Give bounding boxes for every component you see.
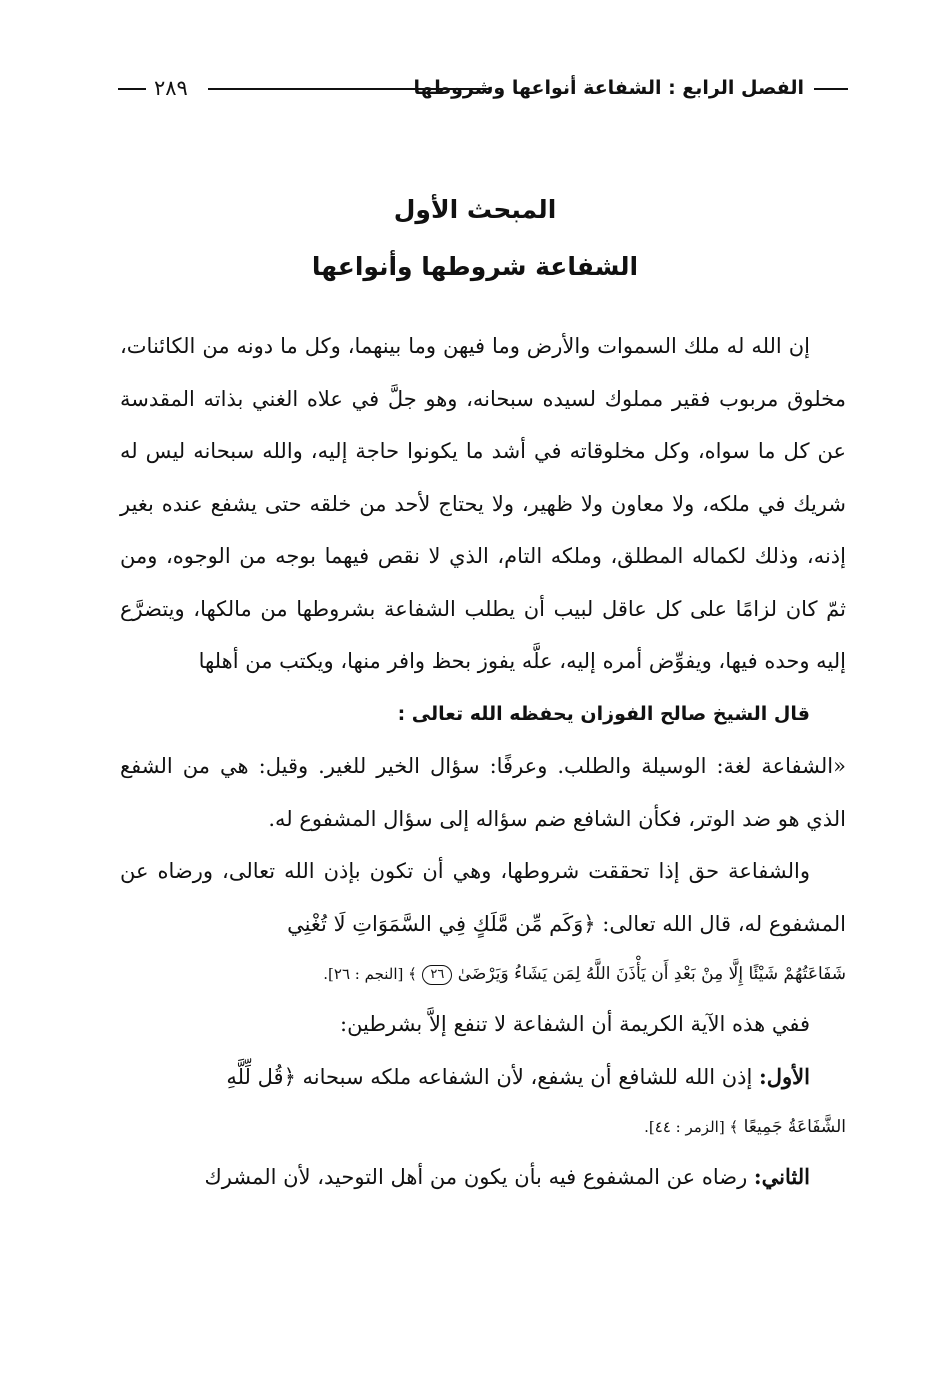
paragraph-conditions (120, 845, 846, 950)
verse-reference: ﴾ [النجم : ٢٦]. (323, 965, 417, 983)
section-heading: المبحث الأول (393, 195, 557, 224)
chapter-title: الفصل الرابع : الشفاعة أنواعها وشروطها (413, 77, 804, 99)
verse-reference-2: ﴾ [الزمر : ٤٤]. (644, 1118, 739, 1136)
section-subheading: الشفاعة شروطها وأنواعها (311, 252, 639, 281)
verse-text-2: الشَّفَاعَةُ جَمِيعًا (743, 1117, 846, 1137)
page-number: ٢٨٩ (154, 76, 188, 100)
quote-attribution: قال الشيخ صالح الفوزان يحفظه الله تعالى : (397, 702, 810, 725)
verse-line-2 (120, 1103, 846, 1151)
second-condition-text: رضاه عن المشفوع فيه بأن يكون من أهل التوحيد، لأن المشرك (204, 1165, 748, 1189)
header-dash-left (118, 88, 146, 90)
paragraph-definition: «الشفاعة لغة: الوسيلة والطلب. وعرفًا: سؤال الخير للغير. وقيل: هي من الشفع الذي هو ضد الوتر، فكأن الشافع ضم سؤاله إلى سؤال المشفوع له. (120, 754, 846, 831)
verse-line (120, 950, 846, 998)
header-rule (208, 88, 490, 90)
verse-text: شَفَاعَتُهُمْ شَيْئًا إِلَّا مِنْ بَعْدِ أَن يَأْذَنَ اللَّهُ لِمَن يَشَاءُ وَيَرْضَىٰ (457, 964, 846, 984)
paragraph-second-condition (120, 1151, 846, 1204)
first-condition-label: الأول: (759, 1063, 810, 1089)
header-dash-right (814, 88, 848, 90)
paragraph-intro: إن الله له ملك السموات والأرض وما فيهن وما بينهما، وكل ما دونه من الكائنات، مخلوق مربوب فقير مملوك لسيده سبحانه، وهو جلَّ في علاه الغني بذاته المقدسة عن كل ما سواه، وكل مخلوقاته في أشد ما يكونوا حاجة إليه، والله سبحانه ليس له شريك في ملكه، ولا معاون ولا ظهير، ولا يحتاج لأحد من خلقه حتى يشفع عنده بغير إذنه، وذلك لكماله المطلق، وملكه التام، الذي لا نقص فيهما بوجه من الوجوه، ومن ثمّ كان لزامًا على كل عاقل لبيب أن يطلب الشفاعة بشروطها من مالكها، ويتضرَّع إليه وحده فيها، ويفوِّض أمره إليه، علَّه يفوز بحظ وافر منها، ويكتب من أهلها (120, 334, 846, 673)
running-header (118, 70, 830, 106)
body-text (120, 320, 846, 1204)
paragraph-first-condition (120, 1051, 846, 1104)
conditions-text: والشفاعة حق إذا تحققت شروطها، وهي أن تكون بإذن الله تعالى، ورضاه عن المشفوع له، قال الله تعالى: ﴿وَكَم مِّن مَّلَكٍ فِي السَّمَوَاتِ لَا تُغْنِي (120, 859, 846, 936)
first-condition-text: إذن الله للشافع أن يشفع، لأن الشفاعه ملكه سبحانه ﴿قُل لِّلَّهِ (226, 1064, 753, 1089)
second-condition-label: الثاني: (753, 1164, 810, 1189)
ayah-number-marker: ٢٦ (422, 965, 452, 985)
paragraph-two-conditions: ففي هذه الآية الكريمة أن الشفاعة لا تنفع إلاَّ بشرطين: (340, 1012, 810, 1036)
